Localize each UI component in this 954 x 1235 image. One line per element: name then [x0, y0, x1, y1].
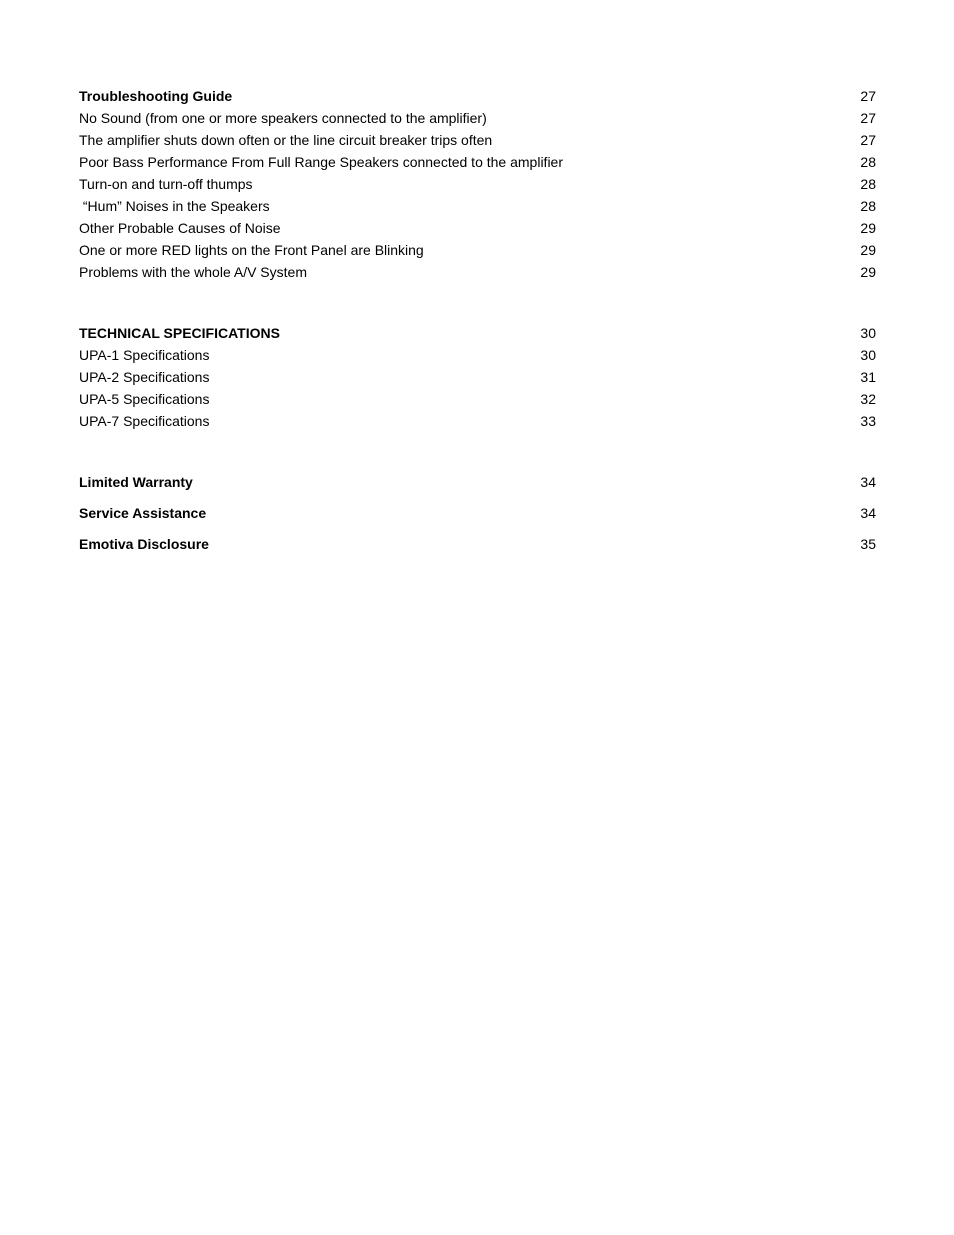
- toc-entry-row[interactable]: [79, 195, 876, 217]
- toc-section-technical-specifications: [79, 322, 876, 432]
- toc-heading-row[interactable]: [79, 322, 876, 344]
- toc-page-number: 32: [860, 391, 876, 407]
- toc-page-number: 34: [860, 505, 876, 521]
- table-of-contents: [79, 85, 876, 564]
- toc-entry-title: UPA-5 Specifications: [79, 391, 210, 407]
- toc-page-number: 30: [860, 325, 876, 341]
- toc-entry-row[interactable]: [79, 239, 876, 261]
- toc-section-troubleshooting: [79, 85, 876, 283]
- toc-page-number: 27: [860, 110, 876, 126]
- toc-page-number: 33: [860, 413, 876, 429]
- toc-entry-row[interactable]: [79, 261, 876, 283]
- toc-entry-title: “Hum” Noises in the Speakers: [79, 198, 270, 214]
- toc-page-number: 28: [860, 154, 876, 170]
- toc-entry-row[interactable]: [79, 151, 876, 173]
- toc-entry-row[interactable]: [79, 388, 876, 410]
- toc-page-number: 29: [860, 242, 876, 258]
- toc-entry-row[interactable]: [79, 173, 876, 195]
- toc-heading-title: Emotiva Disclosure: [79, 536, 209, 552]
- toc-heading-title: Limited Warranty: [79, 474, 193, 490]
- toc-entry-title: One or more RED lights on the Front Panel are Blinking: [79, 242, 424, 258]
- toc-entry-row[interactable]: [79, 410, 876, 432]
- toc-entry-row[interactable]: [79, 366, 876, 388]
- toc-entry-title: The amplifier shuts down often or the line circuit breaker trips often: [79, 132, 493, 148]
- toc-page-number: 31: [860, 369, 876, 385]
- toc-entry-title: Poor Bass Performance From Full Range Speakers connected to the amplifier: [79, 154, 564, 170]
- toc-entry-title: UPA-7 Specifications: [79, 413, 210, 429]
- toc-page-number: 27: [860, 132, 876, 148]
- toc-entry-row[interactable]: [79, 344, 876, 366]
- toc-page-number: 29: [860, 220, 876, 236]
- toc-section-back-matter: [79, 471, 876, 564]
- toc-page-number: 35: [860, 536, 876, 552]
- toc-heading-title: Service Assistance: [79, 505, 207, 521]
- toc-entry-title: UPA-2 Specifications: [79, 369, 210, 385]
- toc-page-number: 28: [860, 198, 876, 214]
- toc-page-number: 27: [860, 88, 876, 104]
- toc-entry-row[interactable]: [79, 129, 876, 151]
- section-spacer: [79, 283, 876, 322]
- toc-entry-row[interactable]: [79, 107, 876, 129]
- toc-entry-row[interactable]: [79, 217, 876, 239]
- toc-heading-row[interactable]: [79, 471, 876, 502]
- toc-heading-row[interactable]: [79, 533, 876, 564]
- toc-entry-title: Turn-on and turn-off thumps: [79, 176, 253, 192]
- toc-page-number: 30: [860, 347, 876, 363]
- toc-entry-title: Problems with the whole A/V System: [79, 264, 307, 280]
- toc-heading-row[interactable]: [79, 85, 876, 107]
- toc-heading-title: Troubleshooting Guide: [79, 88, 233, 104]
- toc-page-number: 34: [860, 474, 876, 490]
- toc-page-number: 29: [860, 264, 876, 280]
- toc-heading-title: TECHNICAL SPECIFICATIONS: [79, 325, 280, 341]
- toc-page-number: 28: [860, 176, 876, 192]
- toc-entry-title: Other Probable Causes of Noise: [79, 220, 281, 236]
- toc-heading-row[interactable]: [79, 502, 876, 533]
- toc-entry-title: UPA-1 Specifications: [79, 347, 210, 363]
- section-spacer: [79, 432, 876, 471]
- toc-entry-title: No Sound (from one or more speakers connected to the amplifier): [79, 110, 487, 126]
